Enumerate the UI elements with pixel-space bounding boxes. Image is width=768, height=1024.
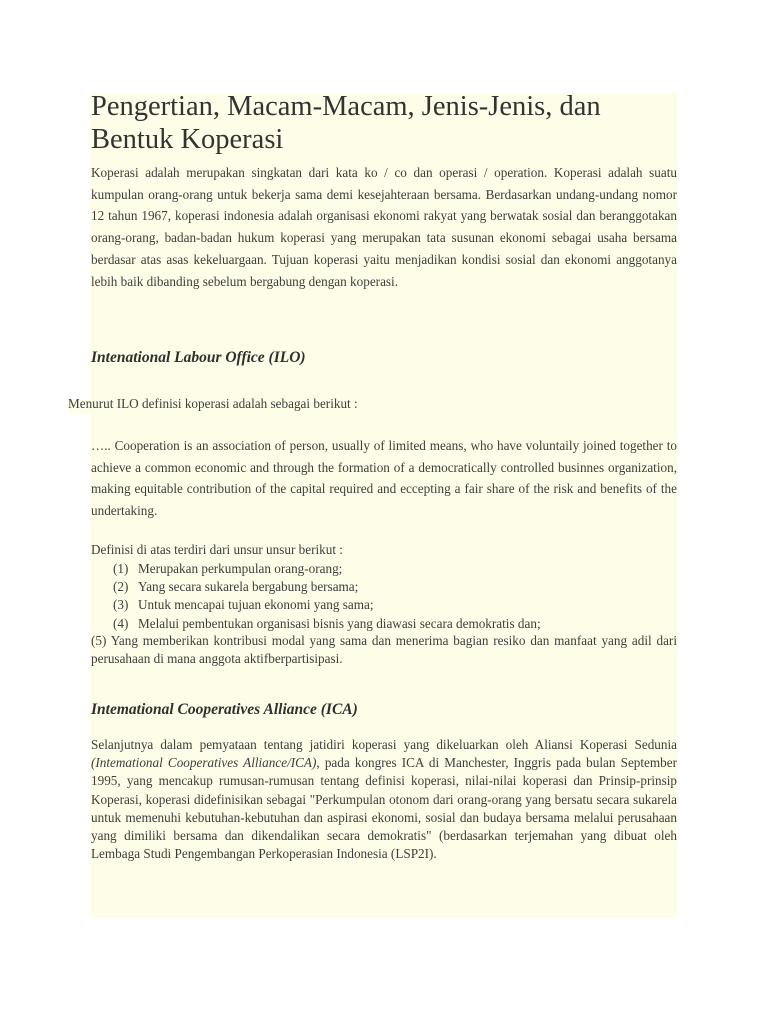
list-item-number: (2) [113,579,129,595]
ilo-heading: Intenational Labour Office (ILO) [91,349,306,366]
ilo-lead-text: Menurut ILO definisi koperasi adalah sebagai berikut : [68,396,358,411]
list-item-text: Yang secara sukarela bergabung bersama; [138,579,359,595]
ilo-item-five: (5) Yang memberikan kontribusi modal yang sama dan menerima bagian resiko dan manfaat yang adil dari perusahaan di mana anggota aktifberpartisipasi. [91,633,677,667]
ica-heading: Intemational Cooperatives Alliance (ICA) [91,701,358,718]
list-item-number: (4) [113,615,129,631]
list-item-text: Merupakan perkumpulan orang-orang; [138,561,343,576]
ica-paragraph-start: Selanjutnya dalam pemyataan tentang jatidiri koperasi yang dikeluarkan oleh Aliansi Koperasi Sedunia [91,737,677,752]
ilo-quote-paragraph: ….. Cooperation is an association of person, usually of limited means, who have voluntaily joined together to achieve a common economic and through the formation of a democratically controlled businnes organization, making equitable contribution of the capital required and eccepting a fair share of the risk and benefits of the undertaking. [91,438,677,519]
list-item [113,578,541,596]
list-item [113,596,541,614]
ilo-elements-list [113,560,541,633]
ica-paragraph-italic: (Intemational Cooperatives Alliance/ICA) [91,755,317,771]
intro-paragraph: Koperasi adalah merupakan singkatan dari kata ko / co dan operasi / operation. Koperasi adalah suatu kumpulan orang-orang untuk bekerja sama demi kesejahteraan bersama. Berdasarkan undang-undang nomor 12 tahun 1967, koperasi indonesia adalah organisasi ekonomi rakyat yang berwatak sosial dan beranggotakan orang-orang, badan-badan hukum koperasi yang merupakan tata susunan ekonomi sebagai usaha bersama berdasar atas asas kekeluargaan. Tujuan koperasi yaitu menjadikan kondisi sosial dan ekonomi anggotanya lebih baik dibanding sebelum bergabung dengan koperasi. [91,165,677,289]
list-item-number: (1) [113,561,129,576]
list-item-text: Melalui pembentukan organisasi bisnis yang diawasi secara demokratis dan; [138,615,541,631]
ica-paragraph-end: , pada kongres ICA di Manchester, Inggris pada bulan September 1995, yang mencakup rumusan-rumusan tentang definisi koperasi, nilai-nilai koperasi dan Prinsip-prinsip Koperasi, koperasi didefinisikan sebagai "Perkumpulan otonom dari orang-orang yang bersatu secara sukarela untuk memenuhi kebutuhan-kebutuhan dan aspirasi ekonomi, sosial dan budaya bersama melalui perusahaan yang dimiliki bersama dan dikendalikan secara demokratis" (berdasarkan terjemahan yang dibuat oleh Lembaga Studi Pengembangan Perkoperasian Indonesia (LSP2I). [91,755,678,862]
page-title: Pengertian, Macam-Macam, Jenis-Jenis, dan Bentuk Koperasi [91,91,601,155]
list-item-text: Untuk mencapai tujuan ekonomi yang sama; [138,597,374,613]
list-item [113,560,541,578]
ica-paragraph [91,736,677,863]
ilo-list-intro: Definisi di atas terdiri dari unsur unsur berikut : [91,542,343,557]
list-item-number: (3) [113,597,129,613]
list-item [113,615,541,633]
